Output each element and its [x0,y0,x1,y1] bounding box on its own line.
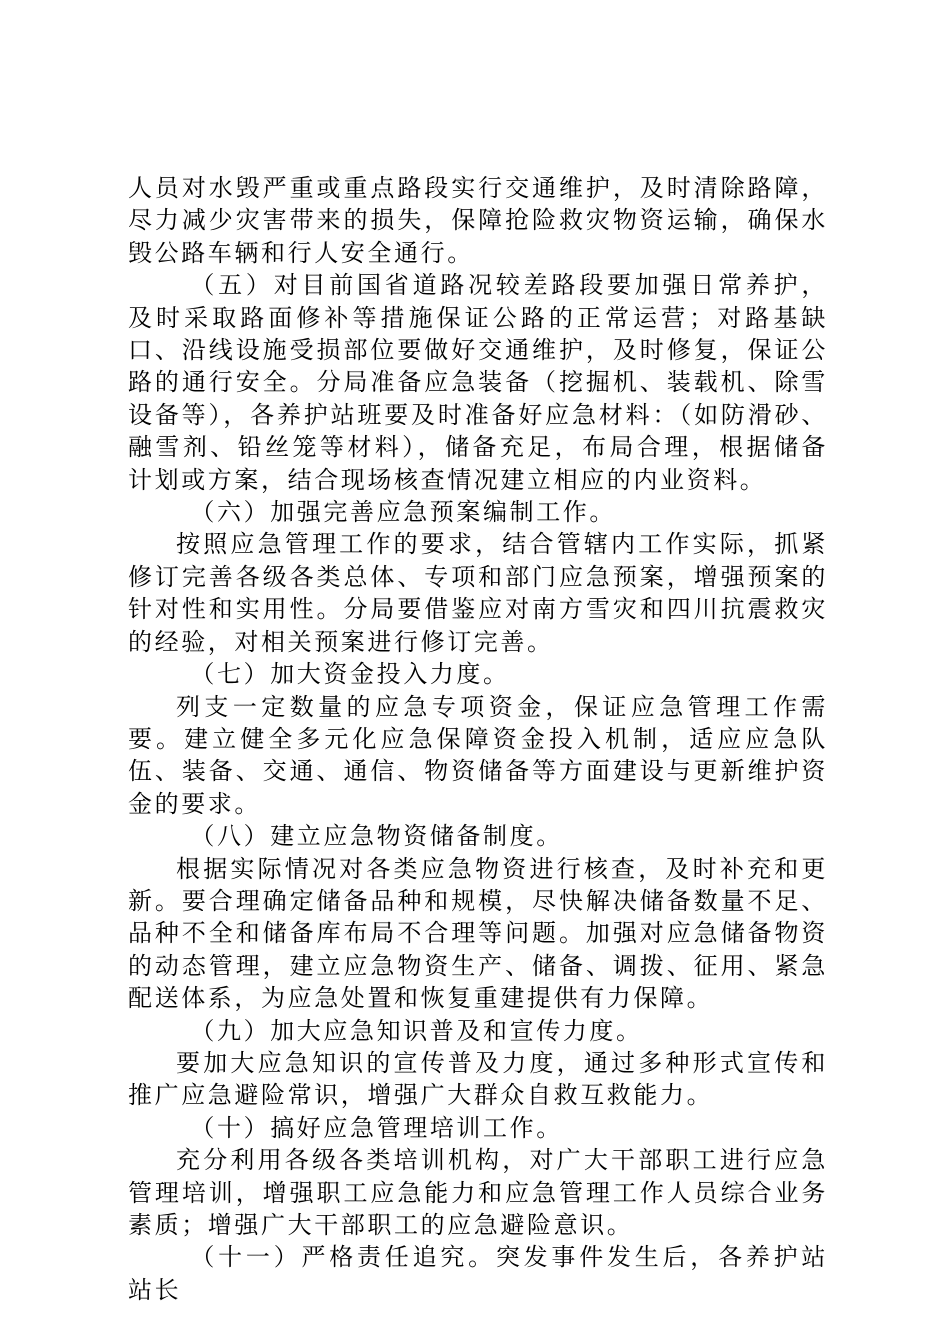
document-body [128,172,828,1306]
paragraph-item-10-body: 充分利用各级各类培训机构，对广大干部职工进行应急管理培训，增强职工应急能力和应急管理工作人员综合业务素质；增强广大干部职工的应急避险意识。 [128,1146,828,1239]
paragraph-continuation: 人员对水毁严重或重点路段实行交通维护，及时清除路障，尽力减少灾害带来的损失，保障抢险救灾物资运输，确保水毁公路车辆和行人安全通行。 [128,174,828,267]
section-heading-6: （六）加强完善应急预案编制工作。 [190,498,616,527]
paragraph-item-7-body: 列支一定数量的应急专项资金，保证应急管理工作需要。建立健全多元化应急保障资金投入机制，适应应急队伍、装备、交通、通信、物资储备等方面建设与更新维护资金的要求。 [128,692,828,818]
paragraph-item-11: （十一）严格责任追究。突发事件发生后，各养护站站长 [128,1243,828,1304]
paragraph-item-6-body: 按照应急管理工作的要求，结合管辖内工作实际，抓紧修订完善各级各类总体、专项和部门应急预案，增强预案的针对性和实用性。分局要借鉴应对南方雪灾和四川抗震救灾的经验，对相关预案进行修订完善。 [128,530,828,656]
section-heading-9: （九）加大应急知识普及和宣传力度。 [190,1016,643,1045]
section-heading-10: （十）搞好应急管理培训工作。 [190,1113,563,1142]
paragraph-item-5: （五）对目前国省道路况较差路段要加强日常养护，及时采取路面修补等措施保证公路的正常运营；对路基缺口、沿线设施受损部位要做好交通维护，及时修复，保证公路的通行安全。分局准备应急装备（挖掘机、装载机、除雪设备等），各养护站班要及时准备好应急材料：（如防滑砂、融雪剂、铅丝笼等材料），储备充足，布局合理，根据储备计划或方案，结合现场核查情况建立相应的内业资料。 [128,271,828,494]
section-heading-8: （八）建立应急物资储备制度。 [190,822,563,851]
paragraph-item-9-body: 要加大应急知识的宣传普及力度，通过多种形式宣传和推广应急避险常识，增强广大群众自救互救能力。 [128,1048,828,1110]
paragraph-item-8-body: 根据实际情况对各类应急物资进行核查，及时补充和更新。要合理确定储备品种和规模，尽快解决储备数量不足、品种不全和储备库布局不合理等问题。加强对应急储备物资的动态管理，建立应急物资生产、储备、调拨、征用、紧急配送体系，为应急处置和恢复重建提供有力保障。 [128,854,828,1013]
section-heading-7: （七）加大资金投入力度。 [190,660,510,689]
